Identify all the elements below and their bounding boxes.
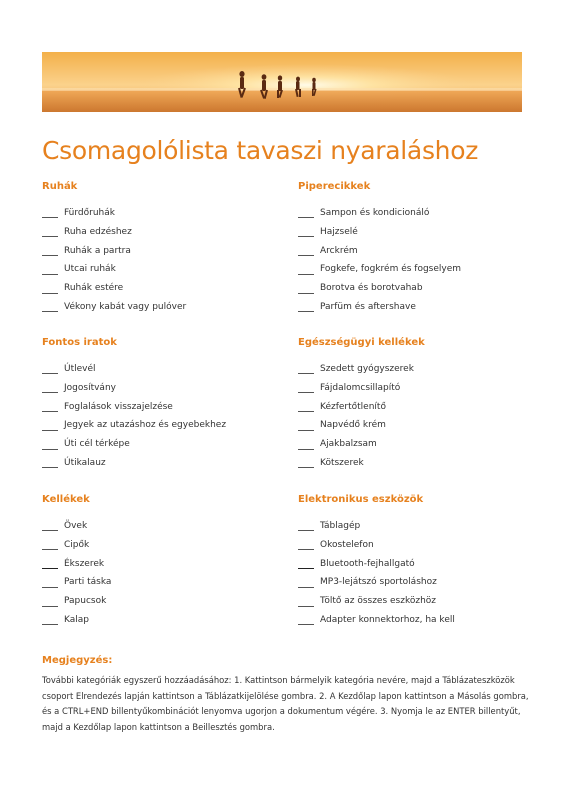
list-item: Cipők	[42, 536, 282, 555]
header-banner-image	[42, 52, 522, 112]
checkbox-blank-line[interactable]	[298, 597, 314, 607]
checkbox-blank-line[interactable]	[42, 578, 58, 588]
checkbox-blank-line[interactable]	[42, 265, 58, 275]
checkbox-blank-line[interactable]	[298, 540, 314, 550]
list-item: Kalap	[42, 611, 282, 630]
checkbox-blank-line[interactable]	[298, 421, 314, 431]
list-item: Parti táska	[42, 573, 282, 592]
list-item: Papucsok	[42, 592, 282, 611]
list-item: Fürdőruhák	[42, 204, 282, 223]
list-item: Útikalauz	[42, 454, 282, 473]
list-item: Okostelefon	[298, 536, 538, 555]
checkbox-blank-line[interactable]	[42, 383, 58, 393]
checkbox-blank-line[interactable]	[298, 521, 314, 531]
checkbox-blank-line[interactable]	[42, 421, 58, 431]
list-item: Foglalások visszajelzése	[42, 398, 282, 417]
section-toiletries	[298, 180, 538, 317]
page-title: Csomagolólista tavaszi nyaraláshoz	[42, 136, 479, 165]
checkbox-blank-line[interactable]	[298, 458, 314, 468]
checkbox-blank-line[interactable]	[298, 615, 314, 625]
section-title: Kellékek	[42, 494, 90, 505]
list-item: Úti cél térképe	[42, 435, 282, 454]
checkbox-blank-line[interactable]	[298, 364, 314, 374]
list-item: Övek	[42, 517, 282, 536]
checkbox-blank-line[interactable]	[298, 302, 314, 312]
checkbox-blank-line[interactable]	[42, 284, 58, 294]
checkbox-blank-line[interactable]	[298, 246, 314, 256]
checkbox-blank-line[interactable]	[42, 227, 58, 237]
checkbox-blank-line[interactable]	[298, 383, 314, 393]
section-electronics	[298, 493, 538, 630]
section-title: Ruhák	[42, 181, 78, 192]
section-title: Elektronikus eszközök	[298, 494, 424, 505]
checkbox-blank-line[interactable]	[298, 578, 314, 588]
checkbox-blank-line[interactable]	[298, 284, 314, 294]
checkbox-blank-line[interactable]	[42, 597, 58, 607]
checkbox-blank-line[interactable]	[42, 615, 58, 625]
checkbox-blank-line[interactable]	[42, 458, 58, 468]
list-item: Ruhák a partra	[42, 242, 282, 261]
list-item: Ruha edzéshez	[42, 223, 282, 242]
list-item: Fogkefe, fogkrém és fogselyem	[298, 260, 538, 279]
list-item: MP3-lejátszó sportoláshoz	[298, 573, 538, 592]
checkbox-blank-line[interactable]	[42, 364, 58, 374]
list-item: Jegyek az utazáshoz és egyebekhez	[42, 416, 282, 435]
list-item: Ruhák estére	[42, 279, 282, 298]
section-health	[298, 336, 538, 473]
checkbox-blank-line[interactable]	[42, 402, 58, 412]
list-item: Útlevél	[42, 360, 282, 379]
list-item: Ékszerek	[42, 555, 282, 574]
beach-runners-illustration	[42, 52, 522, 112]
list-item: Vékony kabát vagy pulóver	[42, 298, 282, 317]
list-item: Sampon és kondicionáló	[298, 204, 538, 223]
list-item: Hajzselé	[298, 223, 538, 242]
list-item: Kötszerek	[298, 454, 538, 473]
list-item: Fájdalomcsillapító	[298, 379, 538, 398]
list-item: Töltő az összes eszközhöz	[298, 592, 538, 611]
checkbox-blank-line[interactable]	[42, 302, 58, 312]
list-item: Parfüm és aftershave	[298, 298, 538, 317]
section-title: Piperecikkek	[298, 181, 371, 192]
checkbox-blank-line[interactable]	[42, 540, 58, 550]
list-item: Utcai ruhák	[42, 260, 282, 279]
section-clothes	[42, 180, 282, 317]
list-item: Szedett gyógyszerek	[298, 360, 538, 379]
note-text: További kategóriák egyszerű hozzáadásához: 1. Kattintson bármelyik kategória nevére, majd a Táblázateszközök csoport Elrendezés lapján kattintson a Táblázatkijelölése gombra. 2. A Kezdőlap lapon kattintson a Másolás gombra, és a CTRL+END billentyűkombinációt lenyomva ugorjon a dokumentum végére. 3. Nyomja le az ENTER billentyűt, majd a Kezdőlap lapon kattintson a Beillesztés gombra.	[42, 675, 529, 732]
checkbox-blank-line[interactable]	[42, 246, 58, 256]
checkbox-blank-line[interactable]	[298, 265, 314, 275]
list-item: Napvédő krém	[298, 416, 538, 435]
list-item: Ajakbalzsam	[298, 435, 538, 454]
section-documents	[42, 336, 282, 473]
checkbox-blank-line[interactable]	[42, 208, 58, 218]
checkbox-blank-line[interactable]	[298, 227, 314, 237]
list-item: Táblagép	[298, 517, 538, 536]
list-item: Borotva és borotvahab	[298, 279, 538, 298]
checkbox-blank-line[interactable]	[42, 521, 58, 531]
checkbox-blank-line[interactable]	[298, 402, 314, 412]
list-item: Arckrém	[298, 242, 538, 261]
list-item: Kézfertőtlenítő	[298, 398, 538, 417]
note-title: Megjegyzés:	[42, 655, 113, 666]
list-item: Bluetooth-fejhallgató	[298, 555, 538, 574]
checkbox-blank-line[interactable]	[298, 559, 314, 569]
list-item: Adapter konnektorhoz, ha kell	[298, 611, 538, 630]
section-title: Fontos iratok	[42, 337, 117, 348]
list-item: Jogosítvány	[42, 379, 282, 398]
checkbox-blank-line[interactable]	[42, 440, 58, 450]
checkbox-blank-line[interactable]	[42, 559, 58, 569]
checkbox-blank-line[interactable]	[298, 440, 314, 450]
section-title: Egészségügyi kellékek	[298, 337, 425, 348]
checkbox-blank-line[interactable]	[298, 208, 314, 218]
section-accessories	[42, 493, 282, 630]
